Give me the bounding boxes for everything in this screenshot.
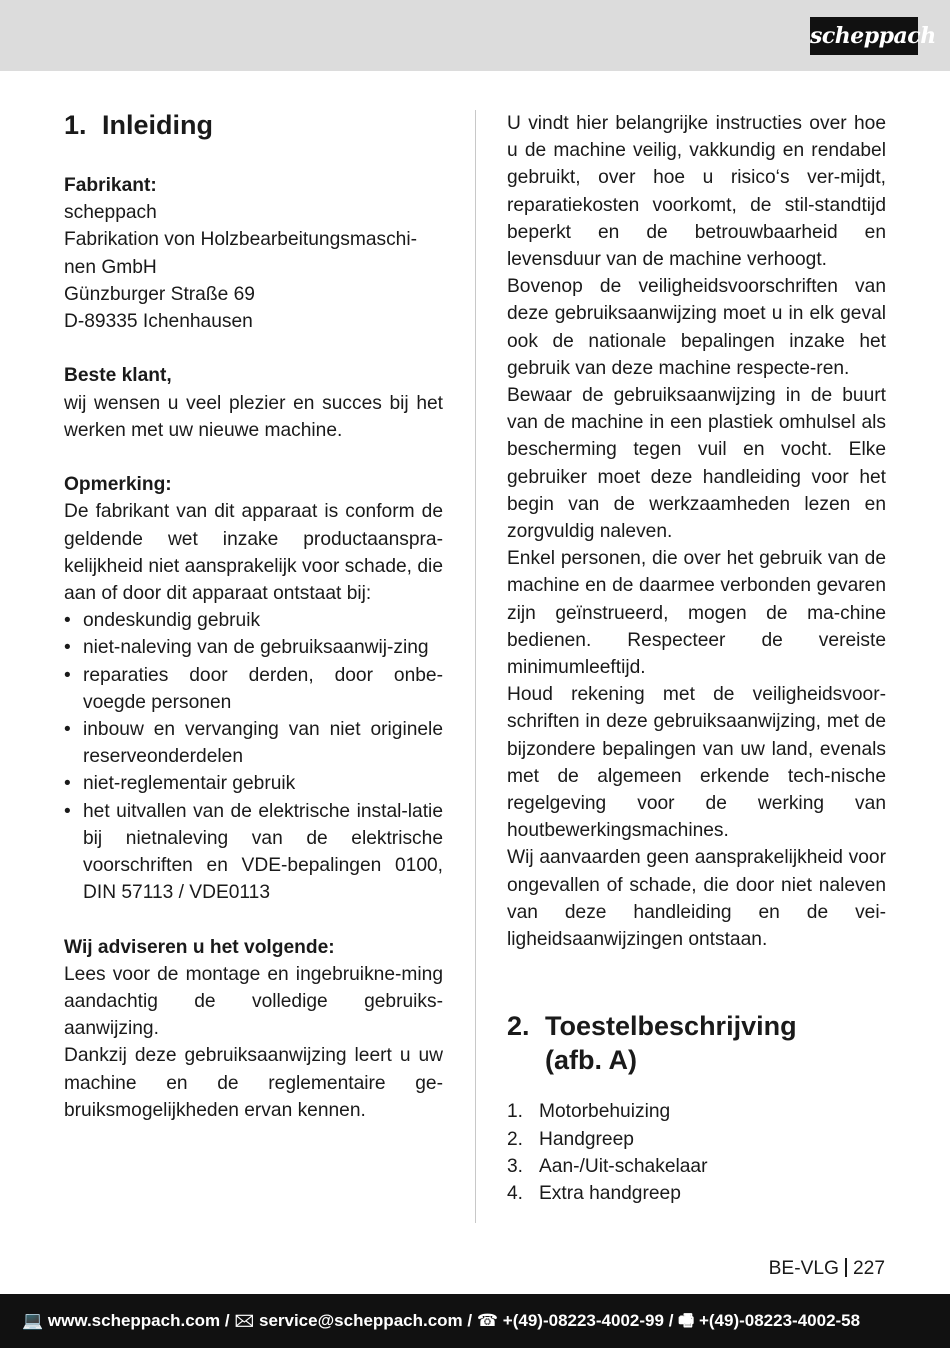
body-paragraph: Wij aanvaarden geen aansprakelijkheid voor ongevallen of schade, die door niet naleven van deze handleiding en de vei-ligheidsaanwijzingen ontstaan.	[507, 847, 886, 951]
fax-icon: 🖷	[678, 1311, 695, 1330]
header-bar	[0, 0, 950, 71]
list-item: • ondeskundig gebruik	[64, 607, 443, 634]
greeting-label: Beste klant,	[64, 365, 172, 387]
list-item: • reparaties door derden, door onbe-voegde personen	[64, 662, 443, 716]
parts-list	[507, 1098, 886, 1207]
column-divider	[475, 110, 476, 1223]
list-item: 3. Aan-/Uit-schakelaar	[507, 1155, 708, 1177]
liability-list	[64, 607, 443, 906]
page-number-value: 227	[852, 1258, 885, 1279]
manufacturer-line: Fabrikation von Holzbearbeitungsmaschi-nen GmbH	[64, 229, 418, 278]
list-item: 2. Handgreep	[507, 1128, 634, 1150]
phone-icon: ☎	[476, 1311, 499, 1330]
fax-number: +(49)-08223-4002-58	[698, 1311, 861, 1330]
manufacturer-line: scheppach	[64, 202, 157, 224]
list-item: • niet-naleving van de gebruiksaanwij-zing	[64, 634, 443, 661]
section-2-title: Toestelbeschrijving	[545, 1011, 797, 1042]
language-code: BE-VLG	[768, 1258, 839, 1279]
list-item: • het uitvallen van de elektrische instal-latie bij nietnaleving van de elektrische voorschriften en VDE-bepalingen 0100, DIN 57113 / VDE0113	[64, 798, 443, 907]
note-label: Opmerking:	[64, 474, 172, 496]
note-text: De fabrikant van dit apparaat is conform de geldende wet inzake productaanspra-kelijkheid niet aansprakelijk voor schade, die aan of door dit apparaat ontstaat bij:	[64, 501, 443, 605]
advice-label: Wij adviseren u het volgende:	[64, 936, 335, 958]
section-2-heading	[507, 1009, 886, 1077]
right-column	[507, 110, 886, 1207]
body-paragraph: U vindt hier belangrijke instructies over hoe u de machine veilig, vakkundig en rendabel gebruikt, over hoe u risico‘s ver-mijdt, reparatiekosten voorkomt, de stil-standtijd beperkt en de betrouwbaarheid en levensduur van de machine verhoogt.	[507, 113, 886, 271]
manufacturer-line: Günzburger Straße 69	[64, 283, 255, 305]
body-paragraph: Houd rekening met de veiligheidsvoor-schriften in deze gebruiksaanwijzing, met de bijzondere bepalingen van uw land, evenals met de algemeen erkende tech-nische regelgeving voor de werking van houtbewerkingsmachines.	[507, 684, 886, 842]
body-paragraph: Enkel personen, die over het gebruik van de machine en de daarmee verbonden gevaren zijn geïnstrueerd, mogen de ma-chine bedienen. Respecteer de vereiste minimumleeftijd.	[507, 548, 886, 679]
website-link[interactable]: www.scheppach.com	[47, 1311, 221, 1330]
left-column	[64, 110, 443, 1124]
section-2-number: 2.	[507, 1011, 530, 1042]
section-1-heading	[64, 108, 443, 142]
list-item: 4. Extra handgreep	[507, 1182, 681, 1204]
section-2-subtitle: (afb. A)	[545, 1045, 637, 1076]
section-1-number: 1.	[64, 110, 87, 140]
list-item: • inbouw en vervanging van niet originele reserveonderdelen	[64, 716, 443, 770]
computer-icon: 💻	[22, 1311, 44, 1330]
greeting-text: wij wensen u veel plezier en succes bij het werken met uw nieuwe machine.	[64, 392, 443, 441]
body-paragraph: Bewaar de gebruiksaanwijzing in de buurt van de machine in een plastiek omhulsel als bescherming tegen vuil en vocht. Elke gebruiker moet deze handleiding voor het begin van de werkzaamheden lezen en zorgvuldig naleven.	[507, 385, 886, 543]
phone-number: +(49)-08223-4002-99	[502, 1311, 664, 1330]
advice-text: Dankzij deze gebruiksaanwijzing leert u uw machine en de reglementaire ge-bruiksmogelijkheden ervan kennen.	[64, 1045, 443, 1121]
mail-icon: 🖂	[234, 1311, 255, 1330]
page-number	[700, 1255, 885, 1282]
manufacturer-line: D-89335 Ichenhausen	[64, 311, 253, 333]
section-1-title: Inleiding	[102, 110, 213, 140]
body-paragraph: Bovenop de veiligheidsvoorschriften van deze gebruiksaanwijzing moet u in elk geval ook de nationale bepalingen inzake het gebruik van deze machine respecte-ren.	[507, 276, 886, 379]
footer-bar: 💻 www.scheppach.com / 🖂 service@scheppach.com / ☎ +(49)-08223-4002-99 / 🖷 +(49)-08223-4002-58	[0, 1294, 950, 1348]
scheppach-logo: scheppach	[810, 17, 918, 55]
email-link[interactable]: service@scheppach.com	[258, 1311, 463, 1330]
manufacturer-label: Fabrikant:	[64, 175, 157, 196]
list-item: 1. Motorbehuizing	[507, 1101, 671, 1123]
advice-text: Lees voor de montage en ingebruikne-ming aandachtig de volledige gebruiks-aanwijzing.	[64, 963, 443, 1040]
list-item: • niet-reglementair gebruik	[64, 770, 443, 797]
